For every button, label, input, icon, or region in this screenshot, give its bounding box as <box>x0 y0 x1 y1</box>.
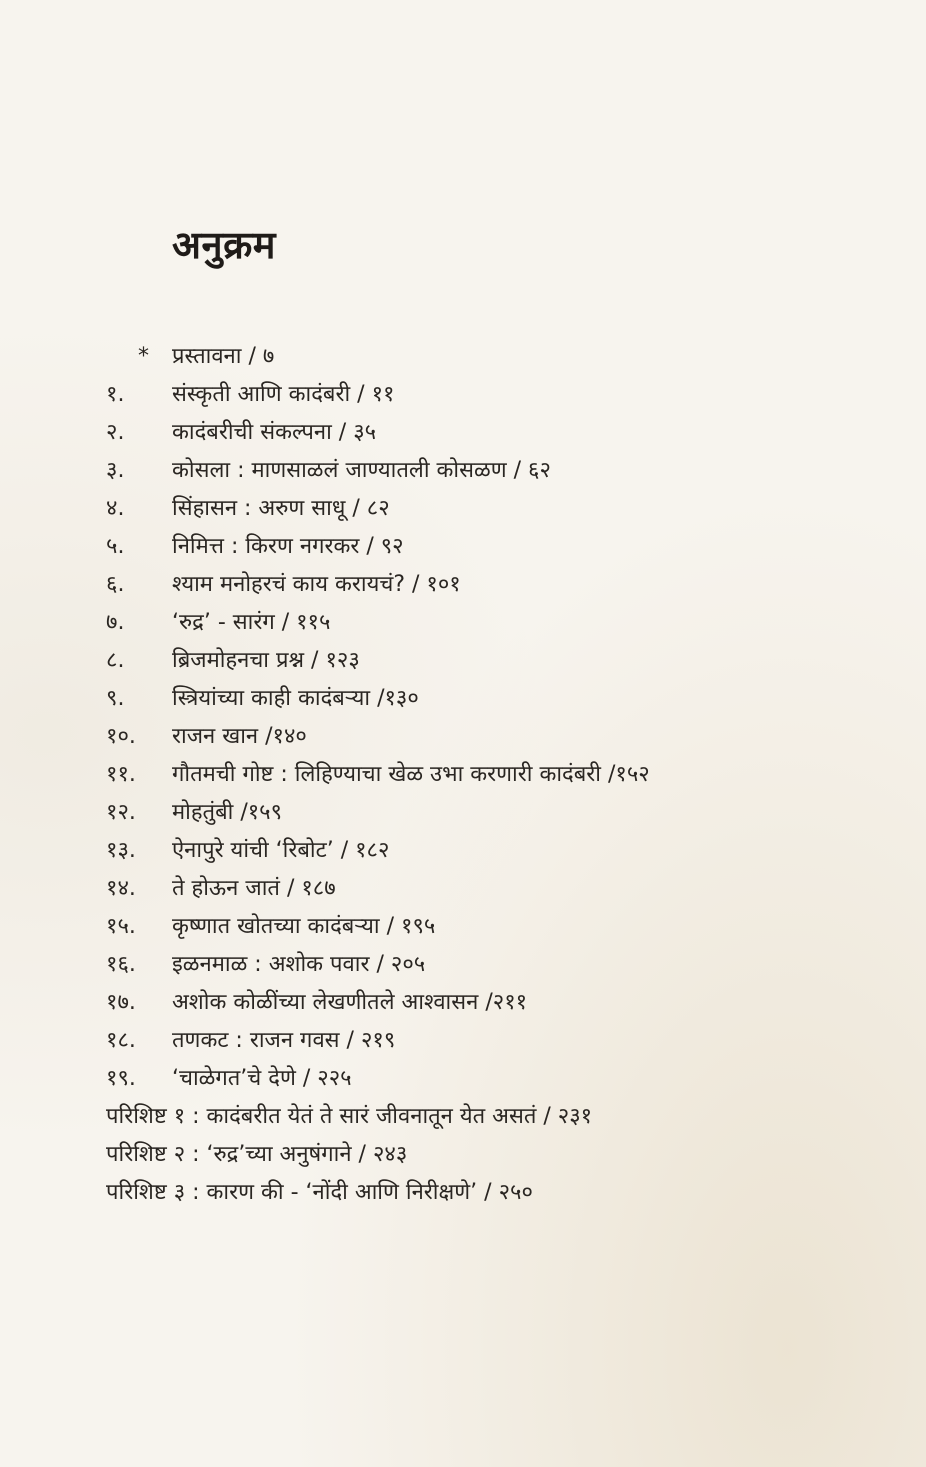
chapter-number: १७. <box>106 990 136 1015</box>
chapter-number: १२. <box>106 800 136 825</box>
chapter-number: ३. <box>106 458 125 483</box>
chapter-title: अशोक कोळींच्या लेखणीतले आश्वासन /२११ <box>172 990 528 1015</box>
chapter-number: ८. <box>106 648 125 673</box>
chapter-number: २. <box>106 420 125 445</box>
chapter-title: ‘चाळेगत’चे देणे / २२५ <box>172 1066 352 1091</box>
chapter-number: ७. <box>106 610 125 635</box>
chapter-number: ४. <box>106 496 125 521</box>
chapter-title: तणकट : राजन गवस / २१९ <box>172 1028 396 1053</box>
chapter-title: कादंबरीची संकल्पना / ३५ <box>172 420 377 445</box>
chapter-number: ११. <box>106 762 136 787</box>
chapter-number: १०. <box>106 724 136 749</box>
preface-marker: * <box>138 344 149 369</box>
chapter-number: ९. <box>106 686 125 711</box>
chapter-number: १६. <box>106 952 136 977</box>
chapter-title: ऐनापुरे यांची ‘रिबोट’ / १८२ <box>172 838 390 863</box>
chapter-title: स्त्रियांच्या काही कादंबऱ्या /१३० <box>172 686 419 711</box>
chapter-number: १. <box>106 382 125 407</box>
chapter-title: ब्रिजमोहनचा प्रश्न / १२३ <box>172 648 360 673</box>
chapter-title: संस्कृती आणि कादंबरी / ११ <box>172 382 395 407</box>
appendix-title: परिशिष्ट ३ : कारण की - ‘नोंदी आणि निरीक्षणे’ / २५० <box>106 1180 533 1205</box>
chapter-title: कोसला : माणसाळलं जाण्यातली कोसळण / ६२ <box>172 458 551 483</box>
chapter-title: सिंहासन : अरुण साधू / ८२ <box>172 496 390 521</box>
chapter-number: १८. <box>106 1028 136 1053</box>
page-title: अनुक्रम <box>172 223 277 267</box>
chapter-title: कृष्णात खोतच्या कादंबऱ्या / १९५ <box>172 914 436 939</box>
chapter-title: इळनमाळ : अशोक पवार / २०५ <box>172 952 426 977</box>
chapter-title: मोहतुंबी /१५९ <box>172 800 283 825</box>
chapter-number: ६. <box>106 572 125 597</box>
chapter-title: ते होऊन जातं / १८७ <box>172 876 336 901</box>
appendix-title: परिशिष्ट १ : कादंबरीत येतं ते सारं जीवनातून येत असतं / २३१ <box>106 1104 593 1129</box>
chapter-title: निमित्त : किरण नगरकर / ९२ <box>172 534 404 559</box>
appendix-title: परिशिष्ट २ : ‘रुद्र’च्या अनुषंगाने / २४३ <box>106 1142 408 1167</box>
chapter-title: ‘रुद्र’ - सारंग / ११५ <box>172 610 331 635</box>
chapter-number: १९. <box>106 1066 136 1091</box>
chapter-title: श्याम मनोहरचं काय करायचं? / १०१ <box>172 572 461 597</box>
chapter-title: राजन खान /१४० <box>172 724 307 749</box>
chapter-title: गौतमची गोष्ट : लिहिण्याचा खेळ उभा करणारी कादंबरी /१५२ <box>172 762 650 787</box>
chapter-number: ५. <box>106 534 125 559</box>
preface-entry: प्रस्तावना / ७ <box>172 344 275 369</box>
chapter-number: १५. <box>106 914 136 939</box>
chapter-number: १३. <box>106 838 136 863</box>
chapter-number: १४. <box>106 876 136 901</box>
